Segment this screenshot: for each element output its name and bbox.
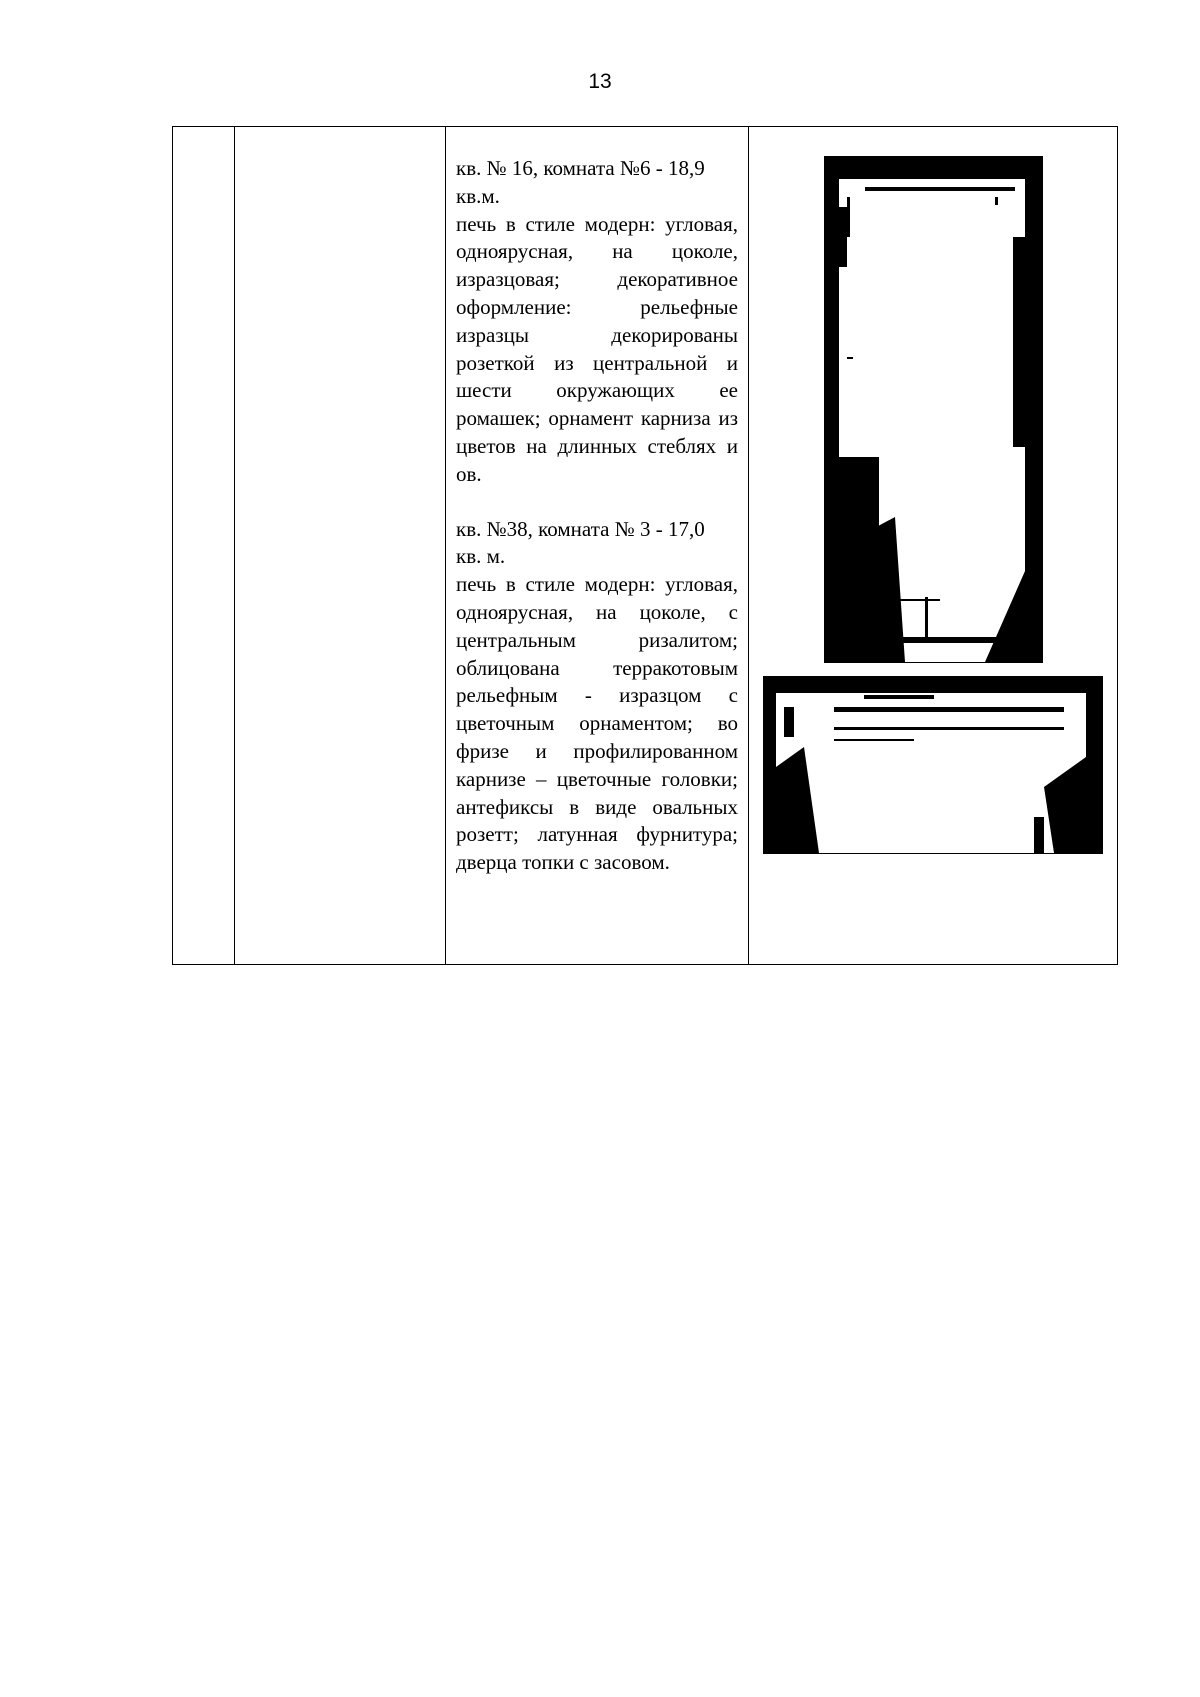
entry-1-description: печь в стиле модерн: угловая, одноярусная, на цоколе, изразцовая; декоративное оформление: рельефные изразцы декорированы розеткой из центральной и шести окружающих ее ромашек; орнамент карниза из цветов на длинных стеблях и ов. bbox=[456, 211, 738, 486]
description-cell bbox=[446, 127, 749, 965]
entry-2-header-line-1: кв. №38, комната № 3 - 17,0 bbox=[456, 516, 705, 541]
stove-photo-2 bbox=[763, 676, 1103, 854]
stove-photo-1-image bbox=[825, 157, 1042, 662]
entry-2-description: печь в стиле модерн: угловая, одноярусная, на цоколе, с центральным ризалитом; облицована терракотовым рельефным - изразцом с цветочным орнаментом; во фризе и профилированном карнизе – цветочные головки; антефиксы в виде овальных розетт; латунная фурнитура; дверца топки с засовом. bbox=[456, 572, 738, 875]
index-cell bbox=[173, 127, 235, 965]
stove-photo-2-image bbox=[764, 677, 1102, 853]
entry-2-header-line-2: кв. м. bbox=[456, 544, 506, 569]
name-cell bbox=[235, 127, 446, 965]
entry-1-header-line-1: кв. № 16, комната №6 - 18,9 bbox=[456, 156, 705, 180]
stove-photo-1 bbox=[824, 156, 1043, 663]
entry-1-header-line-2: кв.м. bbox=[456, 183, 500, 208]
page-number: 13 bbox=[588, 70, 612, 93]
